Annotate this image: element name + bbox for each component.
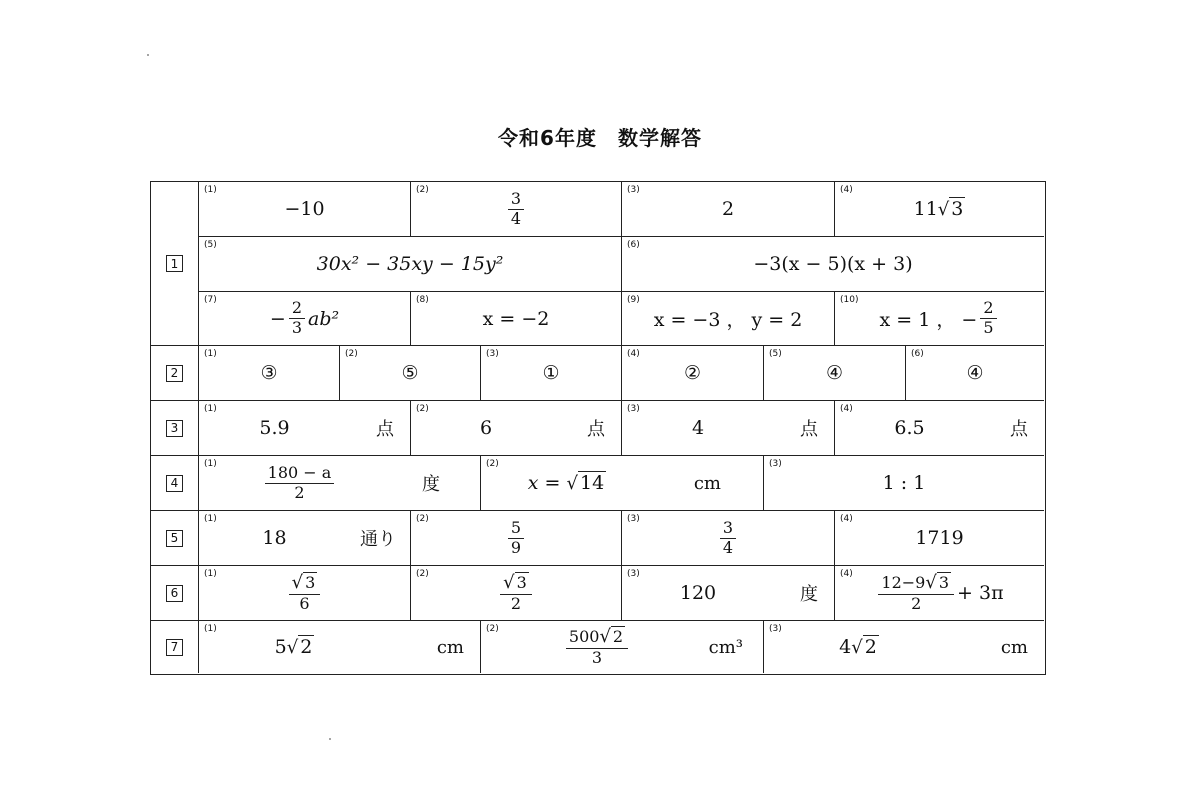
answer-3-4: (4) 6.5 点: [835, 401, 1044, 456]
section-3-label: 3: [151, 401, 199, 456]
answer-5-1: (1) 18 通り: [199, 511, 411, 566]
answer-6-2: (2) $\frac{√ 3}{2}$: [411, 566, 622, 621]
answer-1-9: (9) x = −3 ， y = 2: [622, 292, 835, 346]
section-1-label: 1: [151, 182, 199, 346]
answer-5-4: (4) 1719: [835, 511, 1044, 566]
answer-1-2: (2) $\frac{3}{4}$: [411, 182, 622, 237]
answer-2-5: (5) ④: [764, 346, 906, 401]
answer-6-1: (1) $\frac{√ 3}{6}$: [199, 566, 411, 621]
answer-6-4: (4) $\frac{12-9√ 3}{2}$ + 3π: [835, 566, 1044, 621]
section-6-label: 6: [151, 566, 199, 621]
answer-7-1: (1) 5 √ 2 cm: [199, 621, 481, 673]
answer-table: [150, 181, 1046, 675]
page-title: 令和6年度 数学解答: [498, 126, 702, 150]
answer-1-6: (6) −3(x − 5)(x + 3): [622, 237, 1044, 292]
scan-speck: [147, 54, 149, 56]
answer-3-2: (2) 6 点: [411, 401, 622, 456]
answer-1-5: (5) 30x² − 35xy − 15y²: [199, 237, 622, 292]
answer-2-2: (2) ⑤: [340, 346, 481, 401]
answer-3-1: (1) 5.9 点: [199, 401, 411, 456]
answer-1-1: (1) −10: [199, 182, 411, 237]
answer-6-3: (3) 120 度: [622, 566, 835, 621]
answer-2-6: (6) ④: [906, 346, 1044, 401]
answer-1-7: (7) − $\frac{2}{3}$ ab²: [199, 292, 411, 346]
answer-1-10: (10) x = 1 ， − $\frac{2}{5}$: [835, 292, 1044, 346]
answer-5-2: (2) $\frac{5}{9}$: [411, 511, 622, 566]
answer-3-3: (3) 4 点: [622, 401, 835, 456]
answer-7-3: (3) 4 √ 2 cm: [769, 624, 1028, 658]
section-5-label: 5: [151, 511, 199, 566]
answer-7-2: (2) $\frac{500√ 2}{3}$ cm³: [481, 621, 764, 673]
answer-1-8: (8) x = −2: [411, 292, 622, 346]
answer-2-3: (3) ①: [481, 346, 622, 401]
answer-2-4: (4) ②: [622, 346, 764, 401]
section-7-label: 7: [151, 621, 199, 673]
answer-1-3: (3) 2: [622, 182, 835, 237]
answer-2-1: (1) ③: [199, 346, 340, 401]
answer-4-1: (1) $\frac{180 - a}{2}$ 度: [199, 456, 481, 511]
answer-4-3: (3) 1 : 1: [764, 456, 1044, 511]
scan-speck: [329, 738, 331, 740]
section-2-label: 2: [151, 346, 199, 401]
answer-5-3: (3) $\frac{3}{4}$: [622, 511, 835, 566]
answer-4-2: (2) x = √ 14 cm: [481, 456, 764, 511]
answer-1-4: (4) 11 √ 3: [835, 182, 1044, 237]
section-4-label: 4: [151, 456, 199, 511]
